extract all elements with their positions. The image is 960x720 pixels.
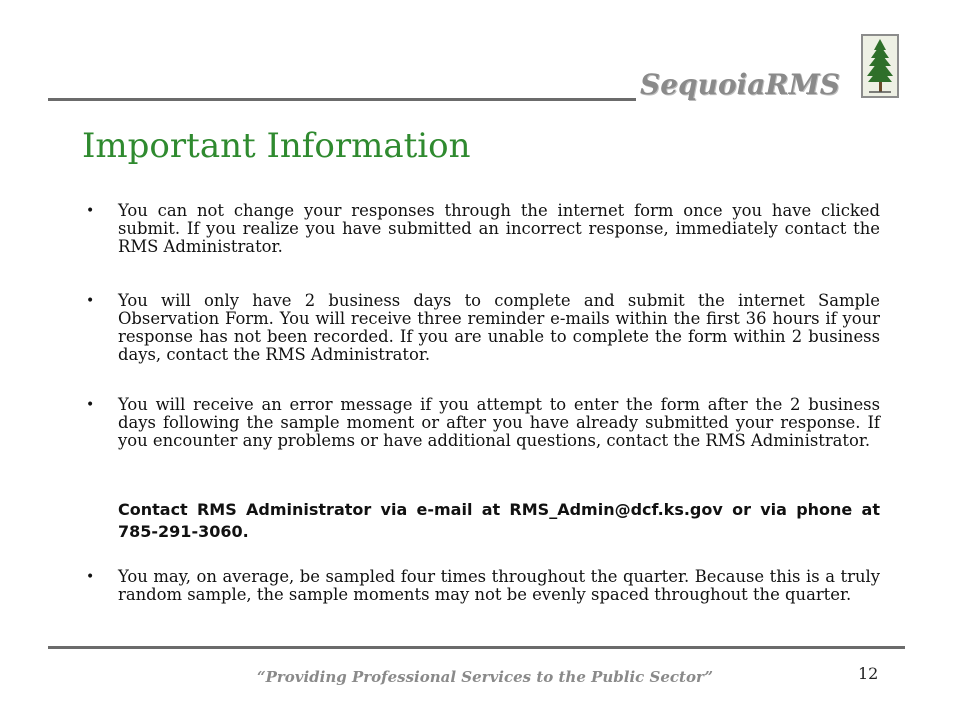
brand-name: SequoiaRMS xyxy=(640,68,840,101)
bullet-text: You will receive an error message if you attempt to enter the form after the 2 business days following the sample moment or after you have already submitted your response. If you encounter any problems or have additional questions, contact the RMS Administrator. xyxy=(118,395,880,450)
bullet-marker: • xyxy=(86,203,95,219)
bullet-list-bottom xyxy=(82,568,880,604)
bullet-text: You can not change your responses through the internet form once you have clicked submit. If you realize you have submitted an incorrect response, immediately contact the RMS Administrator. xyxy=(118,201,880,256)
bullet-marker: • xyxy=(86,397,95,413)
page-number: 12 xyxy=(858,664,879,683)
header-rule xyxy=(48,98,636,101)
bullet-marker: • xyxy=(86,293,95,309)
footer-tagline: “Providing Professional Services to the Public Sector” xyxy=(256,668,714,686)
tree-icon xyxy=(863,36,897,96)
bullet-text: You will only have 2 business days to complete and submit the internet Sample Observation Form. You will receive three reminder e-mails within the first 36 hours if your response has not been recorded. If you are unable to complete the form within 2 business days, contact the RMS Administrator. xyxy=(118,291,880,364)
bullet-marker: • xyxy=(86,569,95,585)
bullet-item xyxy=(82,292,880,364)
page-title: Important Information xyxy=(82,126,471,166)
bullet-text: You may, on average, be sampled four times throughout the quarter. Because this is a truly random sample, the sample moments may not be evenly spaced throughout the quarter. xyxy=(118,567,880,604)
bullet-item xyxy=(82,202,880,256)
bullet-item xyxy=(82,568,880,604)
footer-rule xyxy=(48,646,905,649)
sequoia-tree-logo xyxy=(861,34,899,98)
contact-info: Contact RMS Administrator via e-mail at RMS_Admin@dcf.ks.gov or via phone at 785-291-3060. xyxy=(118,500,880,541)
bullet-list xyxy=(82,202,880,450)
bullet-item xyxy=(82,396,880,450)
